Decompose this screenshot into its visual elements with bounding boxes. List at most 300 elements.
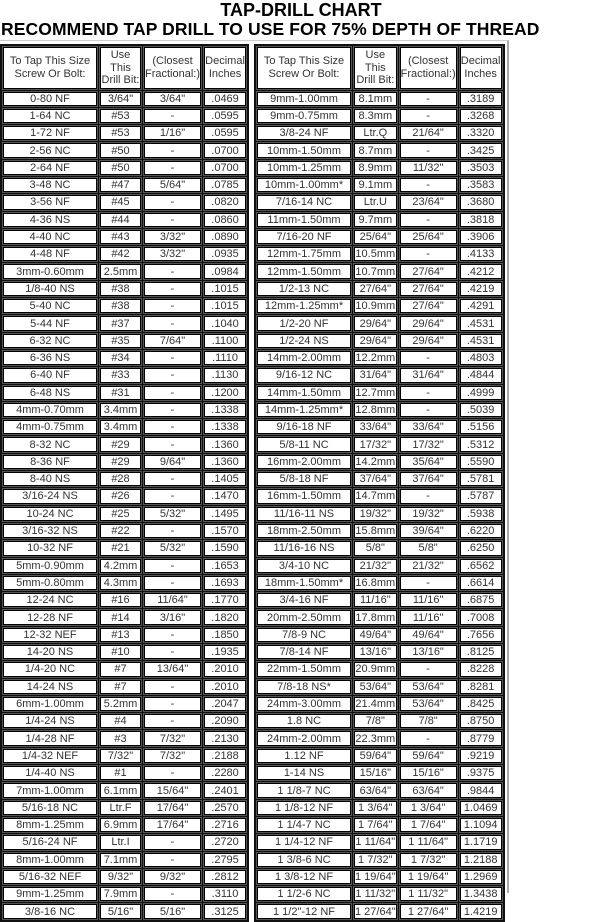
table-row	[257, 904, 502, 918]
table-row	[3, 109, 246, 123]
header-drill-bit	[100, 47, 141, 89]
cell-decimal-inches: .1130	[204, 368, 246, 382]
cell-drill-bit: 6.9mm	[100, 818, 141, 832]
cell-tap-size: 8-40 NS	[3, 472, 97, 486]
cell-decimal-inches: .2047	[204, 697, 246, 711]
header-line: (Closest	[152, 55, 193, 68]
cell-decimal-inches: .4844	[460, 368, 502, 382]
cell-closest-fractional: -	[144, 766, 201, 780]
table-row	[3, 645, 246, 659]
cell-tap-size: 24mm-2.00mm	[257, 731, 351, 745]
cell-closest-fractional: 3/16"	[144, 610, 201, 624]
cell-drill-bit: #29	[100, 437, 141, 451]
cell-decimal-inches: .1100	[204, 334, 246, 348]
header-line: Drill Bit:	[101, 74, 140, 86]
table-row	[3, 213, 246, 227]
cell-decimal-inches: .0984	[204, 264, 246, 278]
cell-decimal-inches: 1.3438	[460, 887, 502, 901]
cell-closest-fractional: 3/64"	[144, 92, 201, 106]
cell-closest-fractional: 3/32"	[144, 247, 201, 261]
cell-closest-fractional: 1 7/32"	[400, 853, 457, 867]
cell-closest-fractional: 9/32"	[144, 870, 201, 884]
cell-closest-fractional: -	[144, 437, 201, 451]
cell-drill-bit: #45	[100, 195, 141, 209]
cell-tap-size: 7/8-18 NS*	[257, 680, 351, 694]
cell-closest-fractional: 5/16"	[144, 904, 201, 918]
cell-tap-size: 1.12 NF	[257, 749, 351, 763]
cell-drill-bit: Ltr.I	[100, 835, 141, 849]
cell-decimal-inches: .5312	[460, 437, 502, 451]
cell-drill-bit: #44	[100, 213, 141, 227]
cell-tap-size: 11mm-1.50mm	[257, 213, 351, 227]
cell-closest-fractional: 25/64"	[400, 230, 457, 244]
table-row	[3, 143, 246, 157]
cell-tap-size: 14mm-1.25mm*	[257, 403, 351, 417]
cell-closest-fractional: 21/64"	[400, 126, 457, 140]
cell-tap-size: 4-48 NF	[3, 247, 97, 261]
cell-drill-bit: 59/64"	[354, 749, 397, 763]
cell-tap-size: 1 1/8-7 NC	[257, 783, 351, 797]
cell-closest-fractional: -	[144, 697, 201, 711]
table-row	[3, 662, 246, 676]
cell-decimal-inches: .0820	[204, 195, 246, 209]
table-row	[3, 610, 246, 624]
table-row	[3, 524, 246, 538]
cell-drill-bit: Ltr.U	[354, 195, 397, 209]
cell-closest-fractional: -	[400, 403, 457, 417]
cell-closest-fractional: -	[400, 489, 457, 503]
cell-closest-fractional: -	[400, 662, 457, 676]
table-row	[3, 749, 246, 763]
cell-decimal-inches: .2280	[204, 766, 246, 780]
cell-closest-fractional: -	[144, 403, 201, 417]
cell-tap-size: 5/8-11 NC	[257, 437, 351, 451]
cell-decimal-inches: .4212	[460, 264, 502, 278]
cell-drill-bit: 11/16"	[354, 593, 397, 607]
cell-closest-fractional: 13/16"	[400, 645, 457, 659]
cell-closest-fractional: 7/32"	[144, 731, 201, 745]
cell-closest-fractional: 27/64"	[400, 264, 457, 278]
table-row	[257, 472, 502, 486]
table-row	[3, 126, 246, 140]
table-row	[257, 801, 502, 815]
cell-drill-bit: #21	[100, 541, 141, 555]
cell-tap-size: 10mm-1.50mm	[257, 143, 351, 157]
table-row	[257, 887, 502, 901]
table-row	[3, 489, 246, 503]
header-line: Fractional:)	[145, 67, 201, 80]
table-row	[257, 282, 502, 296]
cell-closest-fractional: -	[144, 351, 201, 365]
cell-drill-bit: 15/16"	[354, 766, 397, 780]
cell-decimal-inches: .1338	[204, 420, 246, 434]
cell-drill-bit: 14.7mm	[355, 490, 396, 503]
cell-closest-fractional: -	[400, 386, 457, 400]
cell-closest-fractional: -	[144, 576, 201, 590]
table-row	[3, 628, 246, 642]
cell-decimal-inches: .1040	[204, 316, 246, 330]
cell-closest-fractional: -	[144, 489, 201, 503]
cell-tap-size: 1/4-32 NEF	[3, 749, 97, 763]
cell-closest-fractional: 1 27/64"	[400, 904, 457, 918]
cell-drill-bit: 63/64"	[354, 783, 397, 797]
header-line: To Tap This Size	[263, 55, 345, 68]
cell-tap-size: 24mm-3.00mm	[257, 697, 351, 711]
table-row	[257, 835, 502, 849]
cell-tap-size: 5mm-0.90mm	[3, 559, 97, 573]
cell-decimal-inches: 1.1094	[460, 818, 502, 832]
cell-decimal-inches: .1470	[204, 489, 246, 503]
cell-closest-fractional: 15/16"	[400, 766, 457, 780]
cell-closest-fractional: 5/8"	[400, 541, 457, 555]
cell-tap-size: 11/16-16 NS	[257, 541, 351, 555]
cell-drill-bit: 27/64"	[354, 282, 397, 296]
cell-drill-bit: 20.9mm	[355, 663, 396, 676]
cell-decimal-inches: .5787	[460, 489, 502, 503]
cell-drill-bit: 4.2mm	[100, 559, 141, 573]
cell-decimal-inches: .0469	[204, 92, 246, 106]
cell-drill-bit: 8.7mm	[354, 143, 397, 157]
table-row	[257, 299, 502, 313]
cell-closest-fractional: 9/64"	[144, 455, 201, 469]
header-line: Inches	[464, 67, 497, 80]
cell-closest-fractional: 3/32"	[144, 230, 201, 244]
cell-tap-size: 11/16-11 NS	[257, 507, 351, 521]
cell-drill-bit: 9.1mm	[354, 178, 397, 192]
table-row	[3, 541, 246, 555]
table-row	[257, 420, 502, 434]
cell-closest-fractional: 11/16"	[400, 610, 457, 624]
cell-drill-bit: 3/64"	[100, 92, 141, 106]
cell-tap-size: 0-80 NF	[3, 92, 97, 106]
cell-drill-bit: #38	[100, 299, 141, 313]
cell-decimal-inches: .0935	[204, 247, 246, 261]
cell-drill-bit: #50	[100, 161, 141, 175]
cell-closest-fractional: 31/64"	[400, 368, 457, 382]
table-row	[257, 386, 502, 400]
cell-tap-size: 1 3/8-12 NF	[257, 870, 351, 884]
cell-decimal-inches: .6875	[460, 593, 502, 607]
cell-drill-bit: #31	[100, 386, 141, 400]
table-row	[3, 299, 246, 313]
cell-closest-fractional: -	[144, 559, 201, 573]
table-row	[3, 316, 246, 330]
cell-tap-size: 3/16-32 NS	[3, 524, 97, 538]
cell-tap-size: 14-24 NS	[3, 680, 97, 694]
table-row	[3, 178, 246, 192]
cell-decimal-inches: 1.2969	[460, 870, 502, 884]
cell-tap-size: 1 1/2-6 NC	[257, 887, 351, 901]
cell-decimal-inches: .8750	[460, 714, 502, 728]
cell-tap-size: 5/8-18 NF	[257, 472, 351, 486]
header-row	[257, 47, 502, 89]
cell-decimal-inches: .2010	[204, 662, 246, 676]
cell-tap-size: 6-40 NF	[3, 368, 97, 382]
cell-drill-bit: #53	[100, 109, 141, 123]
cell-tap-size: 4-40 NC	[3, 230, 97, 244]
cell-decimal-inches: .5590	[460, 455, 502, 469]
cell-decimal-inches: .3189	[460, 92, 502, 106]
cell-drill-bit: 1 27/64"	[355, 905, 396, 918]
table-row	[257, 455, 502, 469]
cell-drill-bit: 10.9mm	[355, 300, 396, 313]
table-row	[3, 455, 246, 469]
header-decimal-inches	[460, 47, 502, 89]
cell-closest-fractional: -	[144, 282, 201, 296]
cell-closest-fractional: -	[400, 731, 457, 745]
cell-tap-size: 10mm-1.00mm*	[257, 178, 351, 192]
tap-drill-table-right	[254, 44, 505, 922]
cell-closest-fractional: 19/32"	[400, 507, 457, 521]
header-line: Screw Or Bolt:	[268, 67, 340, 80]
cell-decimal-inches: .9375	[460, 766, 502, 780]
table-row	[3, 714, 246, 728]
cell-tap-size: 1/2-13 NC	[257, 282, 351, 296]
table-row	[257, 403, 502, 417]
cell-tap-size: 3mm-0.60mm	[3, 264, 97, 278]
cell-closest-fractional: 13/64"	[144, 662, 201, 676]
cell-decimal-inches: .8281	[460, 680, 502, 694]
cell-decimal-inches: .3425	[460, 143, 502, 157]
cell-tap-size: 1-14 NS	[257, 766, 351, 780]
cell-drill-bit: 8.1mm	[354, 92, 397, 106]
cell-closest-fractional: -	[144, 420, 201, 434]
table-row	[257, 766, 502, 780]
cell-drill-bit: 5/8"	[354, 541, 397, 555]
cell-decimal-inches: .1935	[204, 645, 246, 659]
cell-drill-bit: 19/32"	[354, 507, 397, 521]
cell-decimal-inches: .3268	[460, 109, 502, 123]
cell-decimal-inches: .4999	[460, 386, 502, 400]
cell-closest-fractional: 49/64"	[400, 628, 457, 642]
cell-closest-fractional: 53/64"	[400, 697, 457, 711]
cell-drill-bit: 12.7mm	[355, 386, 396, 399]
cell-decimal-inches: .0700	[204, 161, 246, 175]
cell-closest-fractional: 7/8"	[400, 714, 457, 728]
cell-closest-fractional: 29/64"	[400, 316, 457, 330]
cell-decimal-inches: .1570	[204, 524, 246, 538]
cell-drill-bit: 9/32"	[100, 870, 141, 884]
cell-closest-fractional: 17/64"	[144, 818, 201, 832]
table-row	[257, 783, 502, 797]
header-closest-fractional	[144, 47, 201, 89]
cell-decimal-inches: .9844	[460, 783, 502, 797]
cell-closest-fractional: 29/64"	[400, 334, 457, 348]
cell-tap-size: 8-36 NF	[3, 455, 97, 469]
cell-decimal-inches: .2188	[204, 749, 246, 763]
cell-closest-fractional: 37/64"	[400, 472, 457, 486]
table-row	[3, 437, 246, 451]
cell-tap-size: 6mm-1.00mm	[3, 697, 97, 711]
cell-tap-size: 16mm-2.00mm	[257, 455, 351, 469]
cell-tap-size: 1 3/8-6 NC	[257, 853, 351, 867]
cell-drill-bit: 22.3mm	[355, 732, 396, 745]
cell-tap-size: 12-32 NEF	[3, 628, 97, 642]
cell-drill-bit: 17/32"	[354, 437, 397, 451]
table-row	[257, 714, 502, 728]
table-row	[3, 264, 246, 278]
table-row	[3, 818, 246, 832]
header-tap-size	[257, 47, 351, 89]
cell-drill-bit: 29/64"	[354, 334, 397, 348]
cell-closest-fractional: 23/64"	[400, 195, 457, 209]
cell-decimal-inches: .8228	[460, 662, 502, 676]
cell-drill-bit: #47	[100, 178, 141, 192]
cell-drill-bit: 53/64"	[354, 680, 397, 694]
table-row	[3, 420, 246, 434]
table-row	[257, 610, 502, 624]
table-row	[3, 282, 246, 296]
cell-closest-fractional: -	[400, 247, 457, 261]
cell-decimal-inches: .0785	[204, 178, 246, 192]
cell-tap-size: 7/8-14 NF	[257, 645, 351, 659]
cell-drill-bit: #22	[100, 524, 141, 538]
cell-tap-size: 1 1/4-7 NC	[257, 818, 351, 832]
table-row	[257, 351, 502, 365]
cell-decimal-inches: .1850	[204, 628, 246, 642]
table-row	[257, 593, 502, 607]
cell-decimal-inches: .1590	[204, 541, 246, 555]
header-closest-fractional	[400, 47, 457, 89]
cell-tap-size: 5-44 NF	[3, 316, 97, 330]
cell-decimal-inches: .3110	[204, 887, 246, 901]
header-decimal-inches	[204, 47, 246, 89]
cell-tap-size: 3/4-10 NC	[257, 559, 351, 573]
cell-decimal-inches: .2720	[204, 835, 246, 849]
cell-tap-size: 3-56 NF	[3, 195, 97, 209]
cell-drill-bit: 1 11/32"	[355, 888, 396, 901]
cell-tap-size: 3/8-24 NF	[257, 126, 351, 140]
cell-decimal-inches: 1.1719	[460, 835, 502, 849]
cell-drill-bit: #25	[100, 507, 141, 521]
cell-tap-size: 1/8-40 NS	[3, 282, 97, 296]
cell-decimal-inches: .0595	[204, 126, 246, 140]
table-row	[257, 230, 502, 244]
cell-decimal-inches: .4219	[460, 282, 502, 296]
cell-decimal-inches: .6614	[460, 576, 502, 590]
cell-tap-size: 10mm-1.25mm	[257, 161, 351, 175]
cell-closest-fractional: -	[144, 143, 201, 157]
cell-decimal-inches: .1200	[204, 386, 246, 400]
cell-drill-bit: 21/32"	[354, 559, 397, 573]
cell-decimal-inches: .3503	[460, 161, 502, 175]
cell-closest-fractional: -	[144, 714, 201, 728]
cell-decimal-inches: .4803	[460, 351, 502, 365]
cell-closest-fractional: -	[144, 472, 201, 486]
cell-closest-fractional: 15/64"	[144, 783, 201, 797]
cell-closest-fractional: -	[144, 213, 201, 227]
cell-tap-size: 5/16-18 NC	[3, 801, 97, 815]
cell-drill-bit: 1 19/64"	[355, 871, 396, 883]
table-row	[3, 403, 246, 417]
table-row	[257, 264, 502, 278]
table-row	[257, 645, 502, 659]
cell-closest-fractional: -	[400, 351, 457, 365]
cell-tap-size: 1/4-24 NS	[3, 714, 97, 728]
header-line: Inches	[208, 67, 242, 80]
cell-decimal-inches: .1495	[204, 507, 246, 521]
cell-tap-size: 4mm-0.70mm	[3, 403, 97, 417]
cell-closest-fractional: 1 7/64"	[400, 818, 457, 832]
cell-drill-bit: 15.8mm	[355, 525, 396, 538]
cell-tap-size: 14mm-1.50mm	[257, 386, 351, 400]
header-line: Fractional:)	[400, 67, 456, 80]
header-line: (Closest	[407, 55, 449, 68]
cell-tap-size: 1.8 NC	[257, 714, 351, 728]
cell-drill-bit: #35	[100, 334, 141, 348]
table-row	[257, 662, 502, 676]
cell-tap-size: 5/16-32 NEF	[3, 870, 97, 884]
cell-drill-bit: 16.8mm	[355, 576, 396, 589]
table-row	[3, 593, 246, 607]
cell-decimal-inches: .1015	[204, 282, 246, 296]
cell-tap-size: 2-56 NC	[3, 143, 97, 157]
cell-drill-bit: 1 7/64"	[354, 818, 397, 832]
cell-tap-size: 9mm-0.75mm	[257, 109, 351, 123]
table-row	[3, 887, 246, 901]
table-row	[3, 697, 246, 711]
table-row	[3, 386, 246, 400]
table-row	[3, 835, 246, 849]
cell-tap-size: 1 1/8-12 NF	[257, 801, 351, 815]
cell-decimal-inches: .5039	[460, 403, 502, 417]
cell-decimal-inches: .5938	[460, 507, 502, 521]
cell-decimal-inches: .2130	[204, 731, 246, 745]
cell-closest-fractional: 1 3/64"	[400, 801, 457, 815]
table-row	[3, 195, 246, 209]
cell-drill-bit: #28	[100, 472, 141, 486]
cell-closest-fractional: -	[144, 316, 201, 330]
cell-tap-size: 1/2-20 NF	[257, 316, 351, 330]
cell-tap-size: 6-32 NC	[3, 334, 97, 348]
cell-drill-bit: 10.7mm	[355, 265, 396, 278]
table-row	[257, 507, 502, 521]
cell-decimal-inches: .9219	[460, 749, 502, 763]
cell-tap-size: 1/4-40 NS	[3, 766, 97, 780]
cell-tap-size: 14mm-2.00mm	[257, 351, 351, 365]
cell-drill-bit: #50	[100, 143, 141, 157]
cell-tap-size: 8mm-1.25mm	[3, 818, 97, 832]
cell-decimal-inches: .0890	[204, 230, 246, 244]
cell-drill-bit: #43	[100, 230, 141, 244]
cell-decimal-inches: .1405	[204, 472, 246, 486]
cell-drill-bit: #26	[100, 489, 141, 503]
cell-drill-bit: 13/16"	[354, 645, 397, 659]
cell-tap-size: 6-36 NS	[3, 351, 97, 365]
cell-closest-fractional: -	[400, 92, 457, 106]
cell-tap-size: 1-72 NF	[3, 126, 97, 140]
cell-drill-bit: Ltr.F	[100, 801, 141, 815]
table-row	[257, 489, 502, 503]
cell-decimal-inches: .3125	[204, 904, 246, 918]
cell-decimal-inches: .8125	[460, 645, 502, 659]
cell-decimal-inches: .2795	[204, 853, 246, 867]
table-row	[257, 541, 502, 555]
cell-tap-size: 2-64 NF	[3, 161, 97, 175]
header-line: Use This	[364, 49, 386, 74]
cell-tap-size: 3/8-16 NC	[3, 904, 97, 918]
header-line: Drill Bit:	[356, 74, 395, 86]
table-row	[3, 870, 246, 884]
cell-tap-size: 1 1/2"-12 NF	[257, 904, 351, 918]
header-line: Use This	[110, 49, 131, 74]
cell-closest-fractional: -	[144, 368, 201, 382]
cell-decimal-inches: .5781	[460, 472, 502, 486]
cell-tap-size: 8mm-1.00mm	[3, 853, 97, 867]
table-row	[257, 680, 502, 694]
cell-closest-fractional: 1 19/64"	[400, 870, 457, 884]
cell-closest-fractional: 7/64"	[144, 334, 201, 348]
